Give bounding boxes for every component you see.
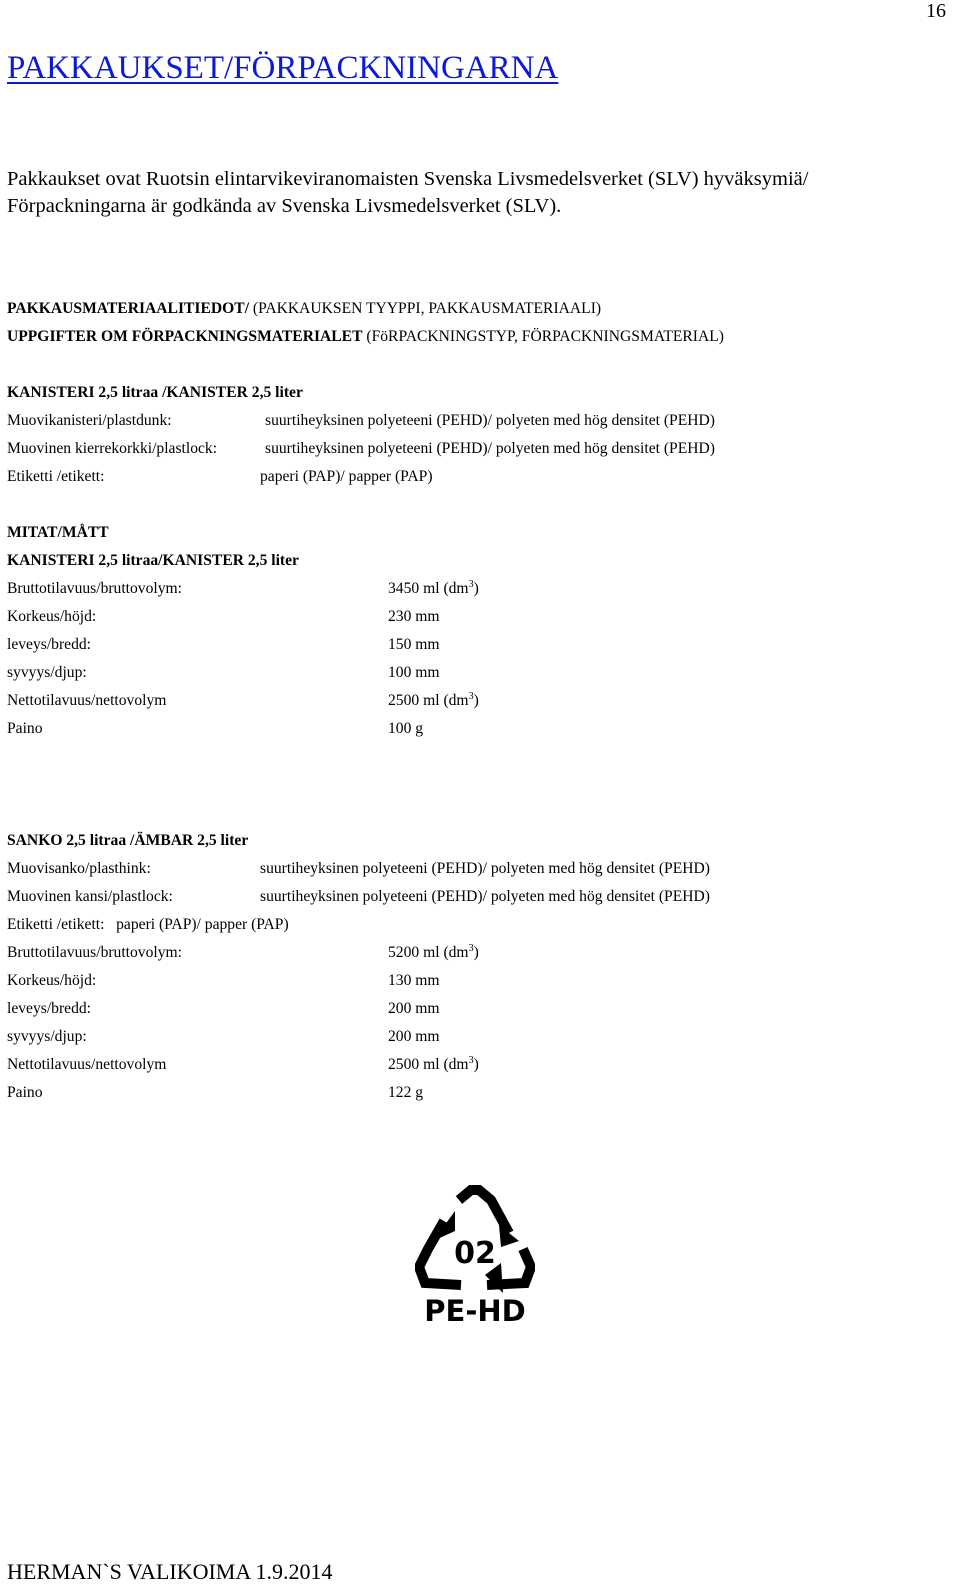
material-info-heading-sv-rest: (FöRPACKNINGSTYP, FÖRPACKNINGSMATERIAL)	[362, 328, 724, 345]
bucket-gross-volume-number: 5200 ml (dm	[388, 944, 469, 961]
canister-width-label: leveys/bredd:	[7, 636, 92, 653]
canister-net-volume-sup: 3	[468, 691, 474, 702]
bucket-net-volume-number: 2500 ml (dm	[388, 1056, 469, 1073]
bucket-height-label: Korkeus/höjd:	[7, 972, 97, 989]
material-info-heading-fi-rest: (PAKKAUKSEN TYYPPI, PAKKAUSMATERIAALI)	[249, 300, 602, 317]
bucket-gross-volume-label: Bruttotilavuus/bruttovolym:	[7, 944, 182, 961]
canister-label-label: Etiketti /etikett:	[7, 468, 105, 485]
bucket-depth-label: syvyys/djup:	[7, 1028, 87, 1045]
footer-text: HERMAN`S VALIKOIMA 1.9.2014	[7, 1559, 333, 1584]
canister-weight-label: Paino	[7, 720, 43, 737]
canister-gross-volume-sup: 3	[468, 579, 474, 590]
canister-cap-value: suurtiheyksinen polyeteeni (PEHD)/ polyeten med hög densitet (PEHD)	[265, 440, 715, 457]
page-title: PAKKAUKSET/FÖRPACKNINGARNA	[7, 50, 559, 86]
bucket-net-volume-tail: )	[473, 1056, 479, 1073]
canister-material-label: Muovikanisteri/plastdunk:	[7, 412, 172, 429]
bucket-net-volume-sup: 3	[468, 1055, 474, 1066]
bucket-material-label: Muovisanko/plasthink:	[7, 860, 151, 877]
canister-label-value: paperi (PAP)/ papper (PAP)	[260, 468, 433, 485]
canister-weight-value: 100 g	[388, 720, 424, 737]
bucket-gross-volume-tail: )	[473, 944, 479, 961]
bucket-net-volume-value	[388, 1056, 479, 1074]
material-info-heading-fi	[7, 300, 601, 318]
canister-gross-volume-value	[388, 580, 479, 598]
canister-material-value: suurtiheyksinen polyeteeni (PEHD)/ polyeten med hög densitet (PEHD)	[265, 412, 715, 429]
canister-net-volume-value	[388, 692, 479, 710]
dimensions-heading: MITAT/MÅTT	[7, 524, 109, 541]
bucket-width-label: leveys/bredd:	[7, 1000, 92, 1017]
canister-gross-volume-label: Bruttotilavuus/bruttovolym:	[7, 580, 182, 597]
canister-depth-value: 100 mm	[388, 664, 440, 681]
bucket-net-volume-label: Nettotilavuus/nettovolym	[7, 1056, 167, 1073]
canister-gross-volume-tail: )	[473, 580, 479, 597]
canister-heading: KANISTERI 2,5 litraa /KANISTER 2,5 liter	[7, 384, 303, 401]
material-info-heading-fi-bold: PAKKAUSMATERIAALITIEDOT/	[7, 300, 250, 317]
bucket-label-line: Etiketti /etikett: paperi (PAP)/ papper (PAP)	[7, 916, 289, 933]
dimensions-subheading: KANISTERI 2,5 litraa/KANISTER 2,5 liter	[7, 552, 299, 569]
intro-line-2: Förpackningarna är godkända av Svenska Livsmedelsverket (SLV).	[7, 195, 562, 217]
canister-width-value: 150 mm	[388, 636, 440, 653]
recycle-triangle-icon	[415, 1183, 535, 1328]
canister-depth-label: syvyys/djup:	[7, 664, 87, 681]
canister-cap-label: Muovinen kierrekorkki/plastlock:	[7, 440, 218, 457]
recycle-material: PE-HD	[424, 1294, 526, 1328]
canister-height-value: 230 mm	[388, 608, 440, 625]
page-number: 16	[926, 0, 946, 22]
bucket-lid-value: suurtiheyksinen polyeteeni (PEHD)/ polyeten med hög densitet (PEHD)	[260, 888, 710, 905]
bucket-height-value: 130 mm	[388, 972, 440, 989]
bucket-gross-volume-value	[388, 944, 479, 962]
intro-text	[7, 166, 808, 220]
recycle-code: 02	[454, 1236, 496, 1271]
bucket-gross-volume-sup: 3	[468, 943, 474, 954]
bucket-weight-value: 122 g	[388, 1084, 424, 1101]
intro-line-1: Pakkaukset ovat Ruotsin elintarvikeviranomaisten Svenska Livsmedelsverket (SLV) hyväksymiä/	[7, 168, 809, 190]
canister-net-volume-tail: )	[473, 692, 479, 709]
canister-height-label: Korkeus/höjd:	[7, 608, 97, 625]
bucket-depth-value: 200 mm	[388, 1028, 440, 1045]
canister-net-volume-label: Nettotilavuus/nettovolym	[7, 692, 167, 709]
canister-gross-volume-number: 3450 ml (dm	[388, 580, 469, 597]
bucket-lid-label: Muovinen kansi/plastlock:	[7, 888, 173, 905]
bucket-width-value: 200 mm	[388, 1000, 440, 1017]
bucket-material-value: suurtiheyksinen polyeteeni (PEHD)/ polyeten med hög densitet (PEHD)	[260, 860, 710, 877]
material-info-heading-sv	[7, 328, 724, 346]
canister-net-volume-number: 2500 ml (dm	[388, 692, 469, 709]
bucket-weight-label: Paino	[7, 1084, 43, 1101]
material-info-heading-sv-bold: UPPGIFTER OM FÖRPACKNINGSMATERIALET	[7, 328, 363, 345]
bucket-heading: SANKO 2,5 litraa /ÄMBAR 2,5 liter	[7, 832, 249, 849]
